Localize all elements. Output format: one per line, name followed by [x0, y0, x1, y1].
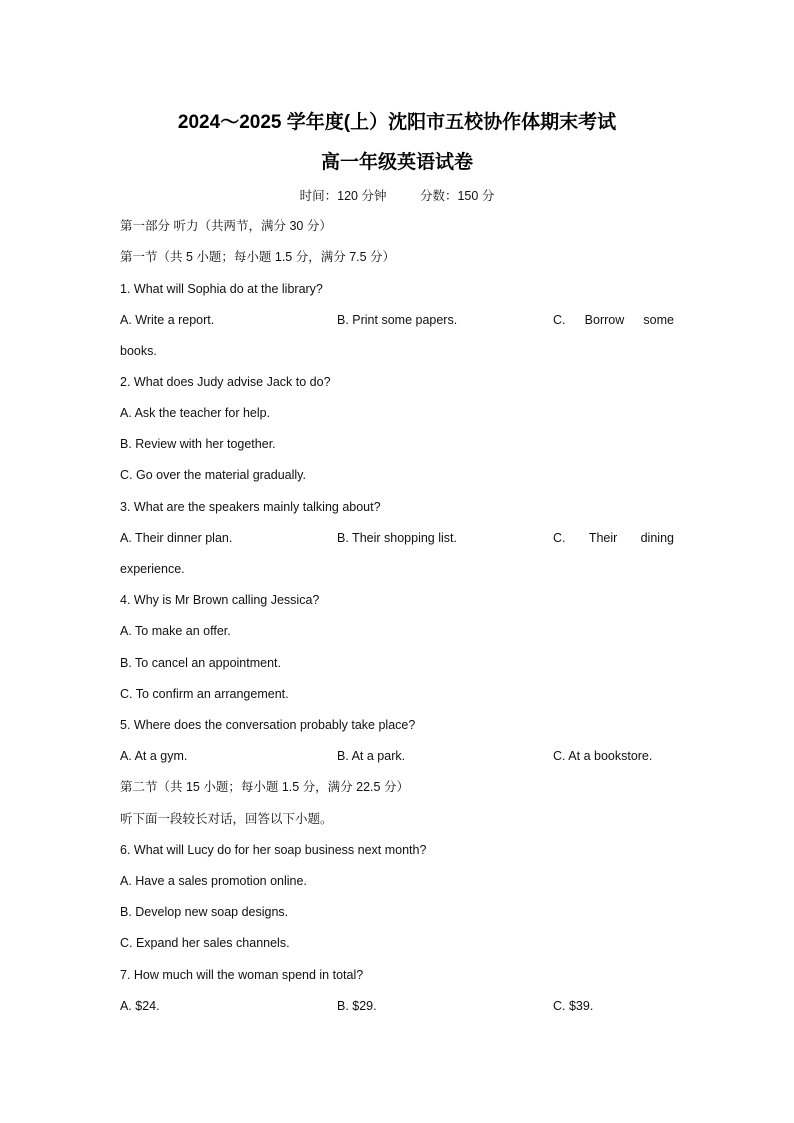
question-5-stem: 5. Where does the conversation probably take place?	[120, 718, 416, 732]
question-7-stem: 7. How much will the woman spend in total?	[120, 968, 364, 982]
question-1-option-c	[553, 312, 674, 328]
option-c-word: Borrow	[584, 313, 625, 327]
question-7-option-b: B. $29.	[337, 999, 377, 1013]
section2-heading: 第二节（共 15 小题；每小题 1.5 分，满分 22.5 分）	[120, 780, 409, 794]
part-heading: 第一部分 听力（共两节，满分 30 分）	[120, 219, 332, 233]
question-5-option-a: A. At a gym.	[120, 749, 188, 763]
question-6-option-a: A. Have a sales promotion online.	[120, 874, 307, 888]
question-4-option-a: A. To make an offer.	[120, 624, 231, 638]
exam-subtitle: 高一年级英语试卷	[320, 152, 473, 173]
question-5-option-c: C. At a bookstore.	[553, 749, 653, 763]
exam-time: 时间：120 分钟	[299, 189, 387, 203]
option-c-word: dining	[640, 531, 674, 545]
option-c-word: Their	[588, 531, 618, 545]
question-4-option-c: C. To confirm an arrangement.	[120, 687, 289, 701]
exam-title: 2024～2025 学年度(上）沈阳市五校协作体期末考试	[177, 112, 617, 133]
question-4-option-b: B. To cancel an appointment.	[120, 656, 281, 670]
question-3-stem: 3. What are the speakers mainly talking about?	[120, 500, 381, 514]
exam-meta	[0, 186, 794, 204]
question-7-option-c: C. $39.	[553, 999, 594, 1013]
question-6-option-b: B. Develop new soap designs.	[120, 905, 289, 919]
question-6-option-c: C. Expand her sales channels.	[120, 936, 290, 950]
question-6-stem: 6. What will Lucy do for her soap business next month?	[120, 843, 427, 857]
question-2-option-a: A. Ask the teacher for help.	[120, 406, 271, 420]
option-c-word: C.	[553, 531, 566, 545]
question-3-option-c-continued: experience.	[120, 562, 185, 576]
question-1-stem: 1. What will Sophia do at the library?	[120, 282, 323, 296]
question-2-option-b: B. Review with her together.	[120, 437, 276, 451]
question-7-option-a: A. $24.	[120, 999, 160, 1013]
section2-instruction: 听下面一段较长对话，回答以下小题。	[120, 812, 333, 826]
option-c-word: some	[643, 313, 674, 327]
question-2-option-c: C. Go over the material gradually.	[120, 468, 306, 482]
question-1-option-c-continued: books.	[120, 344, 157, 358]
option-c-word: C.	[553, 313, 566, 327]
question-3-option-b: B. Their shopping list.	[337, 531, 457, 545]
exam-score: 分数：150 分	[419, 189, 495, 203]
question-2-stem: 2. What does Judy advise Jack to do?	[120, 375, 331, 389]
question-4-stem: 4. Why is Mr Brown calling Jessica?	[120, 593, 320, 607]
question-3-option-c	[553, 530, 674, 546]
section1-heading: 第一节（共 5 小题；每小题 1.5 分，满分 7.5 分）	[120, 250, 396, 264]
question-1-option-a: A. Write a report.	[120, 313, 215, 327]
question-1-option-b: B. Print some papers.	[337, 313, 458, 327]
question-5-option-b: B. At a park.	[337, 749, 406, 763]
question-3-option-a: A. Their dinner plan.	[120, 531, 233, 545]
